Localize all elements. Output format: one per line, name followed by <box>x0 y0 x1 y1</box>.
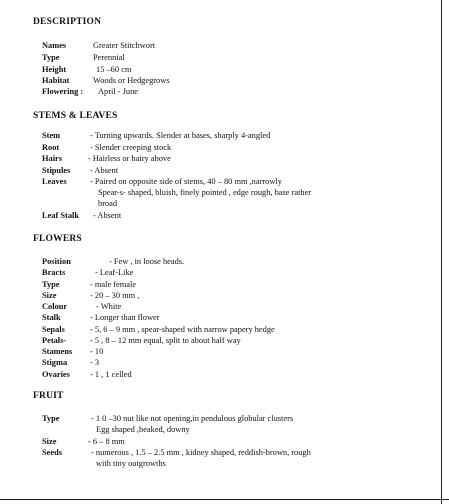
row-label: Leaf Stalk <box>42 211 79 220</box>
row-value: - Longer than flower <box>90 313 160 322</box>
row-label: Habitat <box>42 76 70 85</box>
row-label: Root <box>42 143 60 152</box>
page-border-right <box>441 0 442 504</box>
row-value: - male female <box>90 280 137 289</box>
page-border-bottom <box>0 499 449 500</box>
row-label: Stalk <box>42 313 61 322</box>
row-value: - Hairless or hairy above <box>88 154 171 163</box>
flowers-heading: FLOWERS <box>33 234 82 244</box>
row-label: Position <box>42 257 71 266</box>
row-label: Type <box>42 53 60 62</box>
row-value: 15 –60 cm <box>96 65 132 74</box>
fruit-type-continuation: Egg shaped ,beaked, downy <box>96 425 190 434</box>
row-value: - 1 0 –30 nut like not opening,in pendulous globular clusters <box>91 414 294 423</box>
row-label: Colour <box>42 302 68 311</box>
row-label: Type <box>42 280 60 289</box>
row-label: Hairs <box>42 154 63 163</box>
row-label: Petals- <box>42 336 67 345</box>
row-label: Names <box>42 41 67 50</box>
row-label: Stipules <box>42 166 71 175</box>
row-label: Stigma <box>42 358 68 367</box>
row-label: Size <box>42 291 57 300</box>
leaves-continuation-line-1: Spear-s- shaped, bluish, finely pointed , edge rough, base rather <box>98 188 312 197</box>
fruit-heading: FRUIT <box>33 391 64 401</box>
row-value: - Few , in loose heads. <box>109 257 185 266</box>
row-value: - Absent <box>90 166 119 175</box>
description-heading: DESCRIPTION <box>33 17 102 27</box>
row-value: - 1 , 1 celled <box>90 370 132 379</box>
row-value: - Leaf-Like <box>95 268 134 277</box>
row-value: - Turning upwards. Slender at bases, sharply 4-angled <box>90 131 271 140</box>
row-label: Bracts <box>42 268 66 277</box>
row-value: - 20 – 30 mm , <box>90 291 140 300</box>
row-label: Seeds <box>42 448 63 457</box>
row-label: Size <box>42 437 57 446</box>
row-label: Type <box>42 414 60 423</box>
row-value: - Absent <box>93 211 122 220</box>
row-value: April - June <box>98 87 139 96</box>
row-label: Stem <box>42 131 61 140</box>
row-value: - Slender creeping stock <box>90 143 172 152</box>
row-value: - 5 , 8 – 12 mm equal, split to about half way <box>90 336 241 345</box>
row-label: Stamens <box>42 347 73 356</box>
row-value: - numerous , 1.5 – 2.5 mm , kidney shaped, reddish-brown, rough <box>91 448 311 457</box>
row-value: Perennial <box>93 53 125 62</box>
row-value: - 5, 6 – 9 mm , spear-shaped with narrow papery hedge <box>90 325 275 334</box>
row-value: - Paired on opposite side of stems, 40 – 80 mm ,narrowly <box>90 177 282 186</box>
row-label: Leaves <box>42 177 67 186</box>
stems-leaves-heading: STEMS & LEAVES <box>33 111 118 121</box>
row-value: - 3 <box>90 358 100 367</box>
row-value: Woods or Hedgegrows <box>93 76 170 85</box>
row-value: Greater Stitchwort <box>93 41 156 50</box>
row-value: - 10 <box>90 347 104 356</box>
row-value: - White <box>96 302 122 311</box>
leaves-continuation-line-2: broad <box>98 199 118 208</box>
fruit-seeds-continuation: with tiny outgrowths <box>96 459 166 468</box>
row-label: Sepals <box>42 325 65 334</box>
row-label: Ovaries <box>42 370 70 379</box>
row-label: Height <box>42 65 67 74</box>
row-value: - 6 – 8 mm <box>88 437 125 446</box>
row-label: Flowering : <box>42 87 84 96</box>
